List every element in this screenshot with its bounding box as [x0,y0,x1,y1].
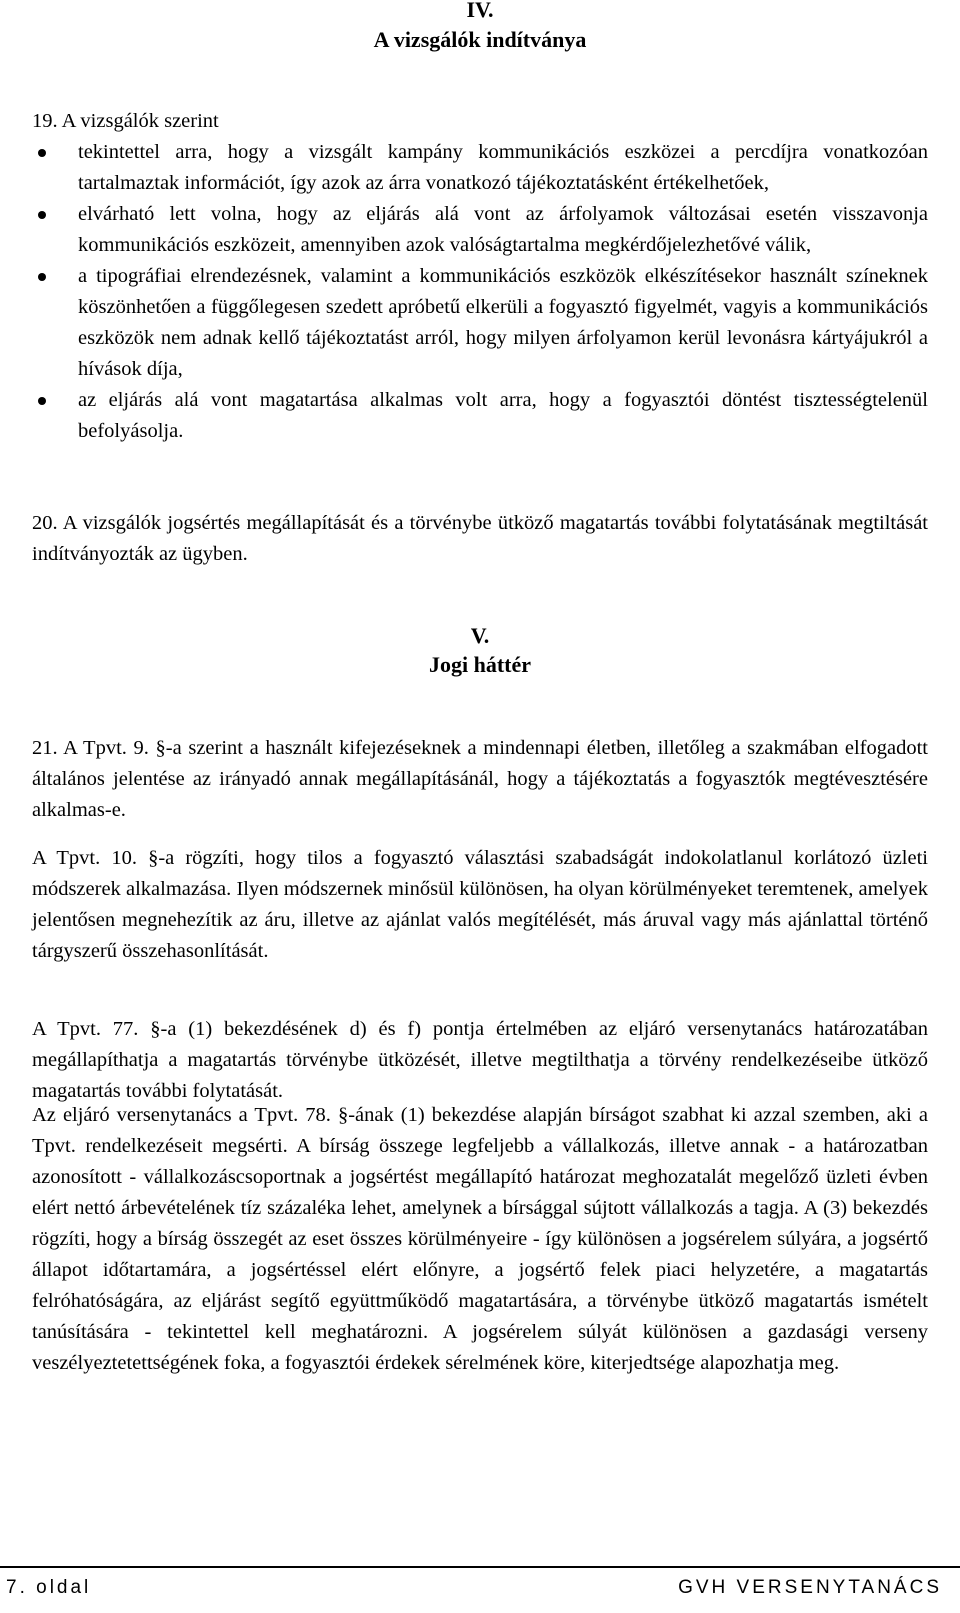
list-item-text: a tipográfiai elrendezésnek, valamint a kommunikációs eszközök elkészítésekor használt színeknek köszönhetően a függőlegesen szedett apróbetű elkerüli a fogyasztó figyelmét, vagyis a kommunikációs eszközök nem adnak kellő tájékoztatást arról, hogy milyen árfolyamon kerül levonásra kártyájukról a hívások díja, [78,265,928,380]
list-item-text: tekintettel arra, hogy a vizsgált kampány kommunikációs eszközei a percdíjra vonatkozóan tartalmaztak információt, így azok az árra vonatkozó tájékoztatásként értékelhetőek, [78,141,928,194]
bullet-icon [38,149,46,157]
paragraph-tpvt-78: Az eljáró versenytanács a Tpvt. 78. §-ának (1) bekezdése alapján bírságot szabhat ki azzal szemben, aki a Tpvt. rendelkezéseit megsérti. A bírság összege legfeljebb a vállalkozás, illetve annak - a határozatban azonosított - vállalkozáscsoportnak a jogsértést megállapító határozat meghozatalát megelőző üzleti évben elért nettó árbevételének tíz százaléka lehet, amelynek a bírsággal sújtott vállalkozás a tagja. A (3) bekezdés rögzíti, hogy a bírság összegét az eset összes körülményeire - így különösen a jogsérelem súlyára, a jogsértő állapot időtartamára, a jogsértéssel elért előnyre, a jogsértő felek piaci helyzetére, a magatartás felróhatóságára, az eljárást segítő együttműködő magatartására, a törvénybe ütköző magatartás ismételt tanúsítására - tekintettel kell meghatározni. A jogsérelem súlyát különösen a gazdasági verseny veszélyeztetettségének foka, a fogyasztói érdekek sérelmének köre, kiterjedtsége alapozhatja meg. [32,1104,928,1374]
paragraph-tpvt-77: A Tpvt. 77. §-a (1) bekezdésének d) és f) pontja értelmében az eljáró versenytanács határozatában megállapíthatja a magatartás törvénybe ütközését, illetve megtilthatja a törvény rendelkezéseibe ütköző magatartás további folytatását. [32,1018,928,1102]
section-number: IV. [466,0,494,22]
paragraph-20: 20. A vizsgálók jogsértés megállapítását és a törvénybe ütköző magatartás további folytatásának megtiltását indítványozták az ügyben. [32,512,928,565]
paragraph-21: 21. A Tpvt. 9. §-a szerint a használt kifejezéseknek a mindennapi életben, illetőleg a szakmában elfogadott általános jelentése az irányadó annak megállapításánál, hogy a tájékoztatás a fogyasztók megtévesztésére alkalmas-e. [32,737,928,821]
bullet-list [32,137,928,447]
list-item [32,199,928,261]
document-page [32,0,928,1613]
footer-divider [0,1566,960,1568]
paragraph-19-intro: 19. A vizsgálók szerint [32,110,219,132]
section-number: V. [470,623,490,648]
paragraph-tpvt-10: A Tpvt. 10. §-a rögzíti, hogy tilos a fogyasztó választási szabadságát indokolatlanul korlátozó üzleti módszerek alkalmazása. Ilyen módszernek minősül különösen, ha olyan körülményeket teremtenek, amelyek jelentősen megnehezítik az áru, illetve az ajánlat valós megítélését, más áruval vagy más ajánlattal történő tárgyszerű összehasonlítását. [32,847,928,962]
paragraph-19 [32,106,928,447]
bullet-icon [38,397,46,405]
section-title: Jogi háttér [428,652,532,677]
list-item [32,385,928,447]
list-item [32,137,928,199]
footer-org: GVH VERSENYTANÁCS [678,1577,942,1598]
list-item-text: az eljárás alá vont magatartása alkalmas volt arra, hogy a fogyasztói döntést tisztességtelenül befolyásolja. [78,389,928,442]
list-item [32,261,928,385]
bullet-icon [38,273,46,281]
list-item-text: elvárható lett volna, hogy az eljárás alá vont az árfolyamok változásai esetén visszavonja kommunikációs eszközeit, amennyiben azok valóságtartalma megkérdőjelezhetővé válik, [78,203,928,256]
page-number: 7. oldal [6,1577,92,1598]
section-title: A vizsgálók indítványa [373,27,587,52]
bullet-icon [38,211,46,219]
